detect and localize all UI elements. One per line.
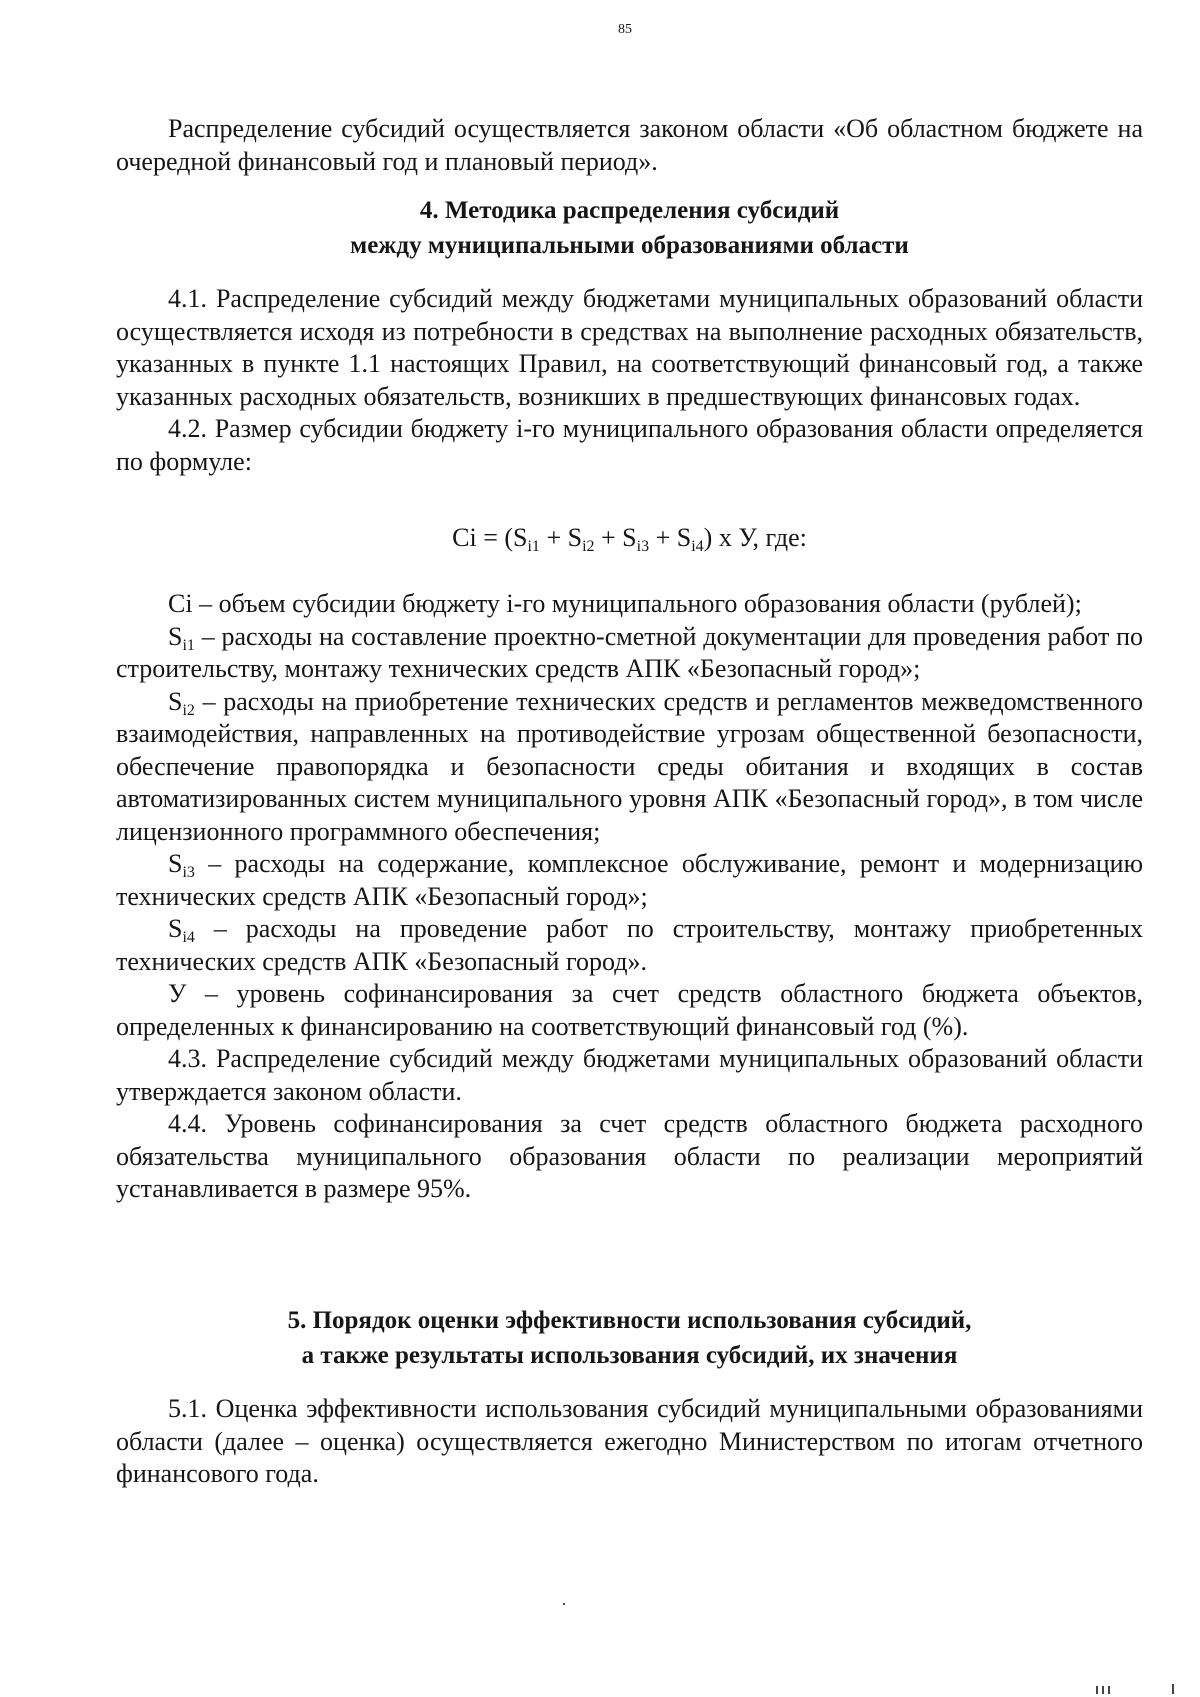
scan-tick-2 xyxy=(1102,1686,1104,1694)
definition-si1: $S_{i1}$ – расходы на составление проектно-сметной документации для проведения работ по строительству, монтажу технических средств АПК «Безопасный город»; xyxy=(116,621,1143,683)
scan-tick-3 xyxy=(1108,1686,1110,1694)
paragraph-5-1: 5.1. Оценка эффективности использования субсидий муниципальными образованиями области (далее – оценка) осуществляется ежегодно Министерством по итогам отчетного финансового года. xyxy=(116,1394,1143,1488)
scan-tick-4 xyxy=(1172,1684,1174,1694)
section-5-body xyxy=(116,1393,1143,1491)
definition-ci: Ci – объем субсидии бюджету i-го муниципального образования области (рублей); xyxy=(168,589,1082,618)
definition-si2: $S_{i2}$ – расходы на приобретение технических средств и регламентов межведомственного взаимодействия, направленных на противодействие угрозам общественной безопасности, обеспечение правопорядка и безопасности среды обитания и входящих в состав автоматизированных систем муниципального уровня АПК «Безопасный город», в том числе лицензионного программного обеспечения; xyxy=(116,686,1143,846)
paragraph-4-3: 4.3. Распределение субсидий между бюджетами муниципальных образований области утверждается законом области. xyxy=(116,1044,1143,1106)
subsidy-formula: $Ci = (S_{i1} + S_{i2} + S_{i3} + S_{i4})$ х У, где: xyxy=(452,523,807,555)
paragraph-4-1: 4.1. Распределение субсидий между бюджетами муниципальных образований области осуществляется исходя из потребности в средствах на выполнение расходных обязательств, указанных в пункте 1.1 настоящих Правил, на соответствующий финансовый год, а также указанных расходных обязательств, возникших в предшествующих финансовых годах. xyxy=(116,284,1143,411)
intro-paragraph: Распределение субсидий осуществляется законом области «Об областном бюджете на очередной финансовый год и плановый период». xyxy=(116,114,1143,176)
section-4-definitions xyxy=(116,588,1143,1206)
scan-dot xyxy=(563,1603,565,1605)
section-5-title-line2: а также результаты использования субсидий, их значения xyxy=(301,1342,958,1369)
scan-tick-1 xyxy=(1096,1686,1098,1694)
definition-si3: $S_{i3}$ – расходы на содержание, комплексное обслуживание, ремонт и модернизацию технических средств АПК «Безопасный город»; xyxy=(116,849,1143,911)
intro-block xyxy=(116,113,1143,178)
section-4-heading xyxy=(116,193,1143,263)
section-4-title-line1: 4. Методика распределения субсидий xyxy=(419,197,840,224)
section-4-body-top xyxy=(116,283,1143,478)
section-5-heading xyxy=(116,1303,1143,1373)
section-4-title-line2: между муниципальными образованиями области xyxy=(350,232,909,259)
paragraph-4-4: 4.4. Уровень софинансирования за счет средств областного бюджета расходного обязательства муниципального образования области по реализации мероприятий устанавливается в размере 95%. xyxy=(116,1109,1143,1203)
paragraph-4-2: 4.2. Размер субсидии бюджету i-го муниципального образования области определяется по формуле: xyxy=(116,414,1143,476)
definition-y: У – уровень софинансирования за счет средств областного бюджета объектов, определенных к финансированию на соответствующий финансовый год (%). xyxy=(116,979,1143,1041)
section-5-title-line1: 5. Порядок оценки эффективности использования субсидий, xyxy=(287,1307,972,1334)
page-number: 85 xyxy=(618,22,632,37)
definition-si4: $S_{i4}$ – расходы на проведение работ по строительству, монтажу приобретенных технических средств АПК «Безопасный город». xyxy=(116,914,1143,976)
